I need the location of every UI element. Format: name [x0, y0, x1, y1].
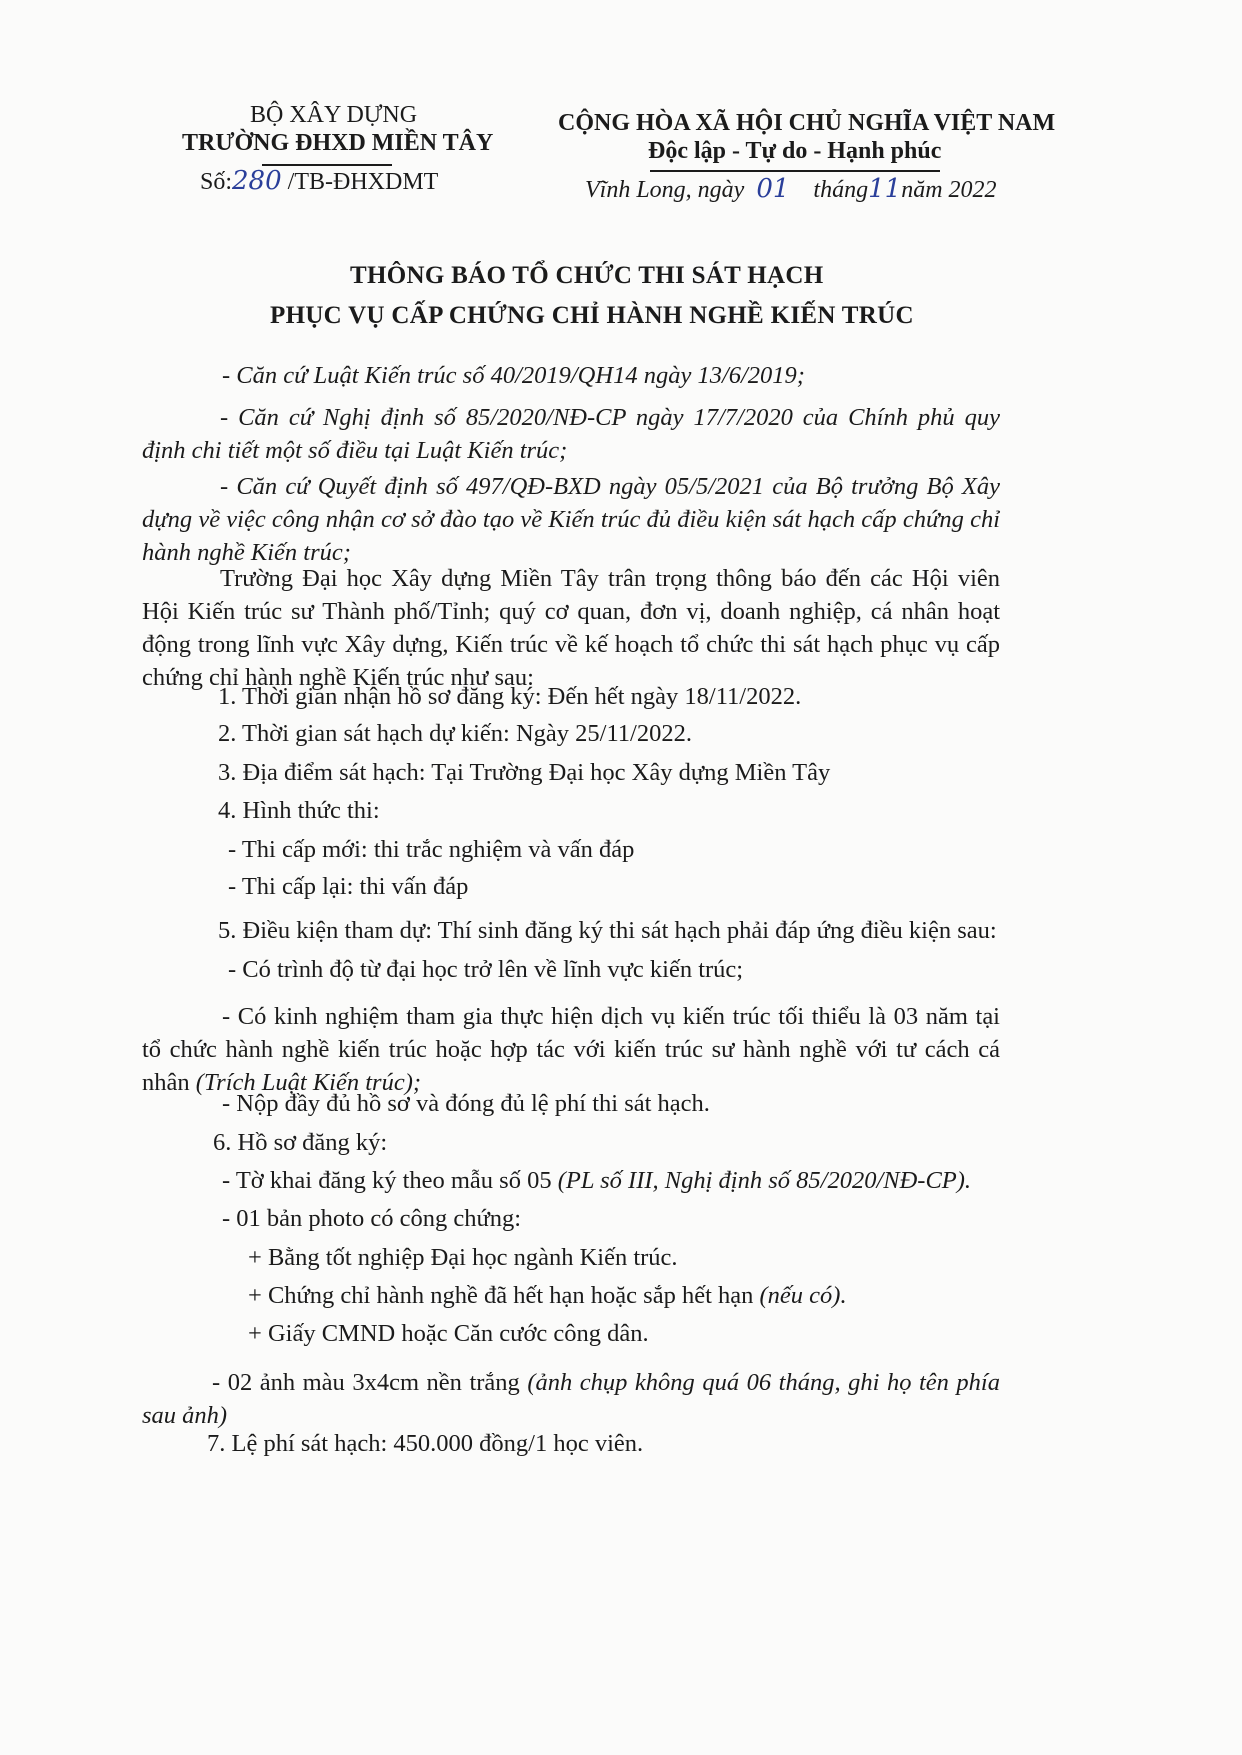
item-6b3: + Giấy CMND hoặc Căn cước công dân. — [248, 1320, 649, 1347]
item-6a — [222, 1167, 971, 1195]
item-5c: - Nộp đầy đủ hồ sơ và đóng đủ lệ phí thi sát hạch. — [222, 1090, 710, 1117]
item-5b-citation: (Trích Luật Kiến trúc); — [195, 1069, 422, 1096]
number-handwritten: 280 — [232, 166, 282, 196]
motto-underline — [650, 170, 940, 172]
item-6: 6. Hồ sơ đăng ký: — [213, 1129, 388, 1156]
item-5a: - Có trình độ từ đại học trở lên về lĩnh vực kiến trúc; — [228, 956, 744, 983]
item-6b: - 01 bản photo có công chứng: — [222, 1205, 522, 1232]
item-3: 3. Địa điểm sát hạch: Tại Trường Đại học Xây dựng Miền Tây — [218, 759, 831, 786]
item-5: 5. Điều kiện tham dự: Thí sinh đăng ký thi sát hạch phải đáp ứng điều kiện sau: — [218, 917, 997, 944]
month-label: tháng — [813, 177, 869, 203]
legal-basis-2 — [142, 401, 1000, 467]
document-number — [200, 166, 438, 196]
item-6b2-text: + Chứng chỉ hành nghề đã hết hạn hoặc sắp hết hạn — [248, 1282, 760, 1309]
number-suffix: /TB-ĐHXDMT — [287, 169, 439, 195]
item-5b — [142, 1000, 1000, 1099]
year-label: năm 2022 — [901, 177, 997, 203]
legal-basis-3 — [142, 470, 1000, 569]
legal-basis-3-text: - Căn cứ Quyết định số 497/QĐ-BXD ngày 05/5/2021 của Bộ trưởng Bộ Xây dựng về việc công nhận cơ sở đào tạo về Kiến trúc đủ điều kiện sát hạch cấp chứng chỉ hành nghề Kiến trúc; — [142, 473, 1000, 566]
national-motto: Độc lập - Tự do - Hạnh phúc — [648, 138, 942, 164]
item-6c-text: - 02 ảnh màu 3x4cm nền trắng — [212, 1369, 528, 1396]
intro-paragraph — [142, 562, 1000, 694]
item-6b1: + Bằng tốt nghiệp Đại học ngành Kiến trúc. — [248, 1244, 678, 1271]
day-handwritten: 01 — [756, 174, 790, 204]
country-name: CỘNG HÒA XÃ HỘI CHỦ NGHĨA VIỆT NAM — [558, 110, 1056, 136]
ministry-name: BỘ XÂY DỰNG — [250, 102, 418, 128]
item-7: 7. Lệ phí sát hạch: 450.000 đồng/1 học viên. — [207, 1430, 644, 1457]
number-prefix: Số: — [200, 169, 233, 195]
item-6b2-note: (nếu có). — [759, 1282, 847, 1309]
place-date-prefix: Vĩnh Long, ngày — [585, 177, 745, 203]
school-name: TRƯỜNG ĐHXD MIỀN TÂY — [182, 130, 494, 156]
item-6a-citation: (PL số III, Nghị định số 85/2020/NĐ-CP). — [557, 1167, 972, 1194]
month-handwritten: 11 — [868, 174, 902, 204]
legal-basis-2-text: - Căn cứ Nghị định số 85/2020/NĐ-CP ngày 17/7/2020 của Chính phủ quy định chi tiết một số điều tại Luật Kiến trúc; — [142, 404, 1000, 464]
item-4: 4. Hình thức thi: — [218, 797, 380, 824]
intro-text: Trường Đại học Xây dựng Miền Tây trân trọng thông báo đến các Hội viên Hội Kiến trúc sư Thành phố/Tỉnh; quý cơ quan, đơn vị, doanh nghiệp, cá nhân hoạt động trong lĩnh vực Xây dựng, Kiến trúc về kế hoạch tổ chức thi sát hạch phục vụ cấp chứng chỉ hành nghề Kiến trúc như sau: — [142, 565, 1000, 691]
place-and-date — [585, 174, 997, 204]
item-6c — [142, 1366, 1000, 1432]
legal-basis-1: - Căn cứ Luật Kiến trúc số 40/2019/QH14 ngày 13/6/2019; — [222, 362, 805, 389]
item-2: 2. Thời gian sát hạch dự kiến: Ngày 25/11/2022. — [218, 720, 692, 747]
notice-title-line1: THÔNG BÁO TỔ CHỨC THI SÁT HẠCH — [350, 262, 824, 289]
item-6a-text: - Tờ khai đăng ký theo mẫu số 05 — [222, 1167, 558, 1194]
item-5b-text: - Có kinh nghiệm tham gia thực hiện dịch vụ kiến trúc tối thiểu là 03 năm tại tổ chức hành nghề kiến trúc hoặc hợp tác với kiến trúc sư hành nghề với tư cách cá nhân — [142, 1003, 1000, 1096]
item-1: 1. Thời gian nhận hồ sơ đăng ký: Đến hết ngày 18/11/2022. — [218, 683, 802, 710]
notice-title-line2: PHỤC VỤ CẤP CHỨNG CHỈ HÀNH NGHỀ KIẾN TRÚC — [270, 302, 914, 329]
item-6b2 — [248, 1282, 847, 1310]
item-4b: - Thi cấp lại: thi vấn đáp — [228, 873, 469, 900]
item-4a: - Thi cấp mới: thi trắc nghiệm và vấn đáp — [228, 836, 635, 863]
item-6c-note: (ảnh chụp không quá 06 tháng, ghi họ tên phía sau ảnh) — [142, 1369, 1000, 1429]
